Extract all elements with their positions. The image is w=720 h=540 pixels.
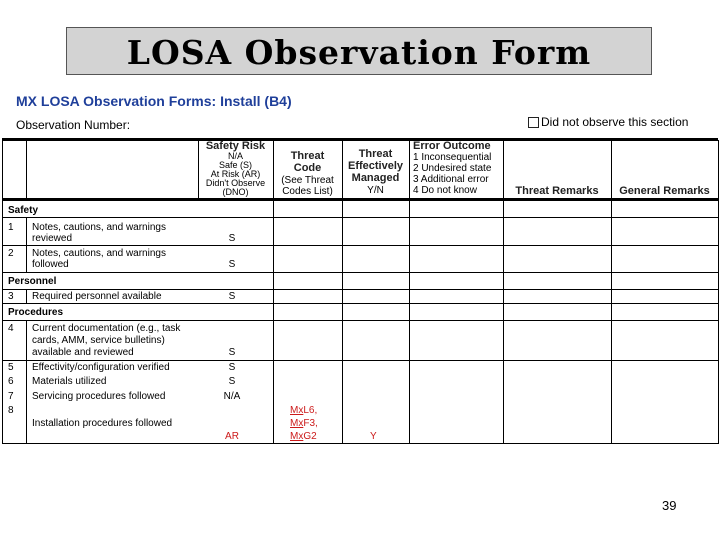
safety-risk-legend: Safe (S) [218,160,252,170]
threat-remarks-header: Threat Remarks [515,185,599,197]
row-number: 3 [8,291,14,302]
safety-risk-value: S [228,259,236,270]
error-outcome-option: 4 Do not know [413,185,477,196]
row-item: cards, AMM, service bulletins) [32,335,165,346]
safety-risk-legend: N/A [227,151,243,161]
error-outcome-option: 1 Inconsequential [413,152,492,163]
threat-managed-value: Y [370,431,377,442]
threat-managed-header: Effectively [347,160,404,172]
column-border [26,320,27,444]
threat-code-value: MxL6, [290,405,318,416]
threat-code-header: Code [293,162,322,174]
form-heading: MX LOSA Observation Forms: Install (B4) [16,93,292,109]
row-number: 2 [8,248,14,259]
threat-code-value: MxF3, [290,418,318,429]
row-number: 6 [8,376,14,387]
section-procedures: Procedures [8,307,64,318]
column-border [2,140,3,444]
section-safety: Safety [8,205,39,216]
column-border [409,140,410,444]
row-number: 8 [8,405,14,416]
threat-managed-header: Managed [351,172,400,184]
did-not-observe-option[interactable] [528,115,688,129]
column-border [26,289,27,304]
safety-risk-value: S [228,233,236,244]
threat-managed-yn: Y/N [367,185,384,196]
row-item: Notes, cautions, and warnings [32,248,166,259]
did-not-observe-checkbox[interactable] [528,117,539,128]
threat-code-note: Codes List) [282,186,333,197]
error-outcome-header: Error Outcome [413,140,491,152]
page-number: 39 [662,498,677,513]
row-item: Servicing procedures followed [32,391,166,402]
column-border [26,140,27,200]
observation-number-label: Observation Number: [16,118,131,132]
safety-risk-value: S [228,347,236,358]
row-number: 5 [8,362,14,373]
section-personnel: Personnel [8,276,57,287]
threat-code-header: Threat [290,150,325,162]
threat-code-note: (See Threat [281,175,334,186]
row-item: Effectivity/configuration verified [32,362,170,373]
row-item: Installation procedures followed [32,418,173,429]
general-remarks-header: General Remarks [619,185,710,197]
safety-risk-value: S [228,376,236,387]
row-item: Notes, cautions, and warnings [32,222,166,233]
row-item: Current documentation (e.g., task [32,323,181,334]
row-item: reviewed [32,233,73,244]
safety-risk-value: S [228,291,236,302]
row-item: available and reviewed [32,347,134,358]
error-outcome-option: 2 Undesired state [413,163,492,174]
safety-risk-legend: Didn't Observe [205,178,266,188]
row-number: 1 [8,222,14,233]
error-outcome-option: 3 Additional error [413,174,489,185]
row-item: Materials utilized [32,376,107,387]
safety-risk-legend: At Risk (AR) [210,169,261,179]
threat-code-value: MxG2 [290,431,317,442]
row-number: 7 [8,391,14,402]
column-border [26,217,27,273]
did-not-observe-label: Did not observe this section [541,115,689,129]
column-border [718,140,719,444]
safety-risk-value: N/A [223,391,241,402]
row-item: Required personnel available [32,291,162,302]
slide-title: LOSA Observation Form [66,27,652,75]
safety-risk-value: S [228,362,236,373]
row-item: followed [32,259,69,270]
safety-risk-value: AR [225,431,239,442]
threat-managed-header: Threat [358,148,393,160]
safety-risk-legend: (DNO) [222,187,249,197]
row-number: 4 [8,323,14,334]
safety-risk-header: Safety Risk [205,140,266,152]
